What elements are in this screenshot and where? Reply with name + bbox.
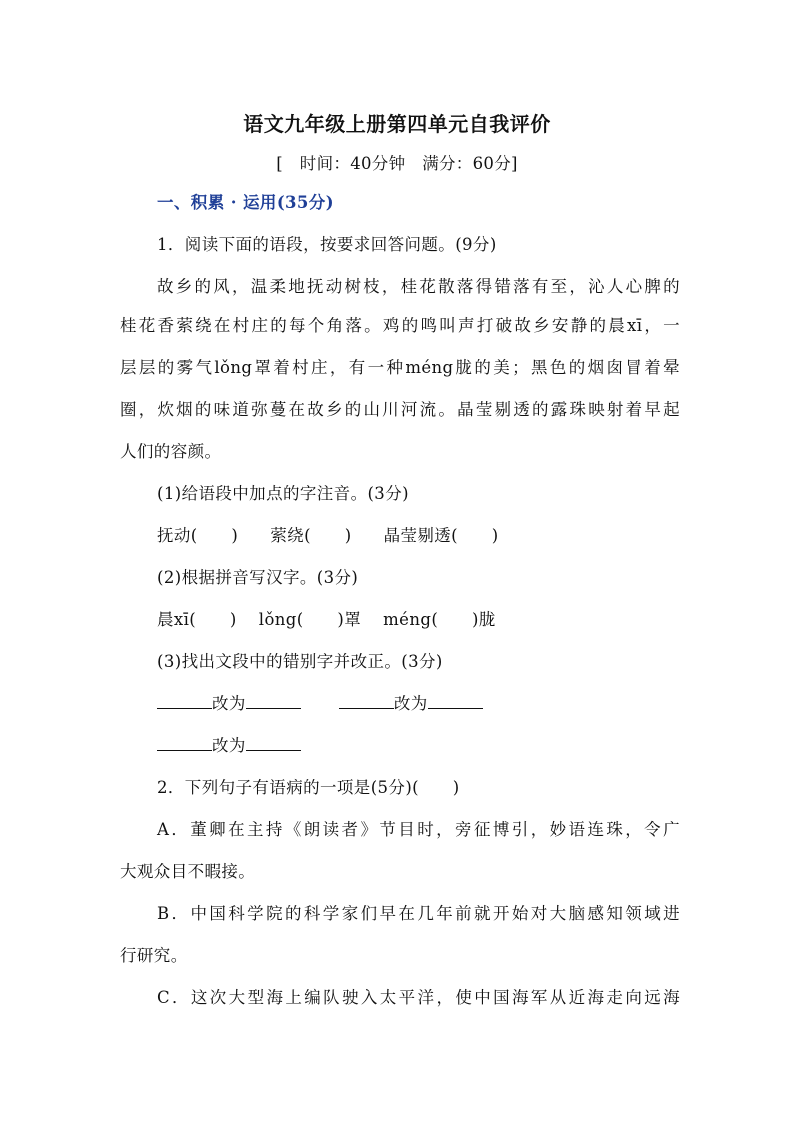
option-a-line: 大观众目不暇接。 (120, 862, 256, 881)
pinyin-answer-slot[interactable]: 抚动( ) (157, 526, 239, 545)
pinyin-answer-slot[interactable]: 晶莹剔透( ) (383, 526, 499, 545)
hanzi-answer-slot[interactable]: 晨xī( ) (157, 610, 237, 629)
option-b-line: B．中国科学院的科学家们早在几年前就开始对大脑感知领域进 (157, 904, 680, 923)
hanzi-answer-slot[interactable]: méng( )胧 (383, 610, 496, 629)
page-title: 语文九年级上册第四单元自我评价 (243, 112, 551, 136)
subquestion-2-label: (2)根据拼音写汉字。(3分) (157, 568, 359, 587)
option-c-line: C．这次大型海上编队驶入太平洋，使中国海军从近海走向远海 (157, 988, 680, 1007)
subquestion-2-items (157, 608, 680, 632)
subquestion-1-label: (1)给语段中加点的字注音。(3分) (157, 484, 409, 503)
option-a-line: A．董卿在主持《朗读者》节目时，旁征博引，妙语连珠，令广 (157, 820, 680, 839)
passage-line: 层层的雾气lǒng罩着村庄，有一种méng胧的美；黑色的烟囱冒着晕 (120, 358, 680, 377)
pinyin-answer-slot[interactable]: 萦绕( ) (270, 526, 352, 545)
passage-line: 故乡的风，温柔地抚动树枝，桂花散落得错落有至，沁人心脾的 (157, 277, 680, 296)
question-2-stem: 2．下列句子有语病的一项是(5分)( ) (157, 778, 460, 797)
passage-line: 人们的容颜。 (120, 442, 222, 461)
passage-line: 桂花香萦绕在村庄的每个角落。鸡的鸣叫声打破故乡安静的晨xī，一 (120, 316, 680, 335)
change-to-label: 改为 (212, 694, 246, 713)
answer-blank[interactable] (339, 692, 394, 709)
subquestion-3-label: (3)找出文段中的错别字并改正。(3分) (157, 652, 443, 671)
hanzi-answer-slot[interactable]: lǒng( )罩 (258, 610, 362, 629)
answer-blank[interactable] (246, 692, 301, 709)
question-1-stem: 1．阅读下面的语段，按要求回答问题。(9分) (157, 235, 497, 254)
answer-blank[interactable] (157, 692, 212, 709)
change-to-label: 改为 (393, 694, 428, 713)
option-b-line: 行研究。 (120, 946, 188, 965)
answer-blank[interactable] (157, 734, 212, 751)
exam-meta: [ 时间：40分钟 满分：60分] (276, 154, 518, 173)
passage-line: 圈，炊烟的味道弥蔓在故乡的山川河流。晶莹剔透的露珠映射着早起 (120, 400, 680, 419)
answer-blank[interactable] (428, 692, 483, 709)
subquestion-1-items (157, 524, 680, 548)
correction-row (157, 692, 680, 716)
answer-blank[interactable] (246, 734, 301, 751)
section-heading: 一、积累 · 运用(35分) (157, 193, 334, 212)
correction-row (157, 734, 680, 758)
change-to-label: 改为 (212, 736, 246, 755)
